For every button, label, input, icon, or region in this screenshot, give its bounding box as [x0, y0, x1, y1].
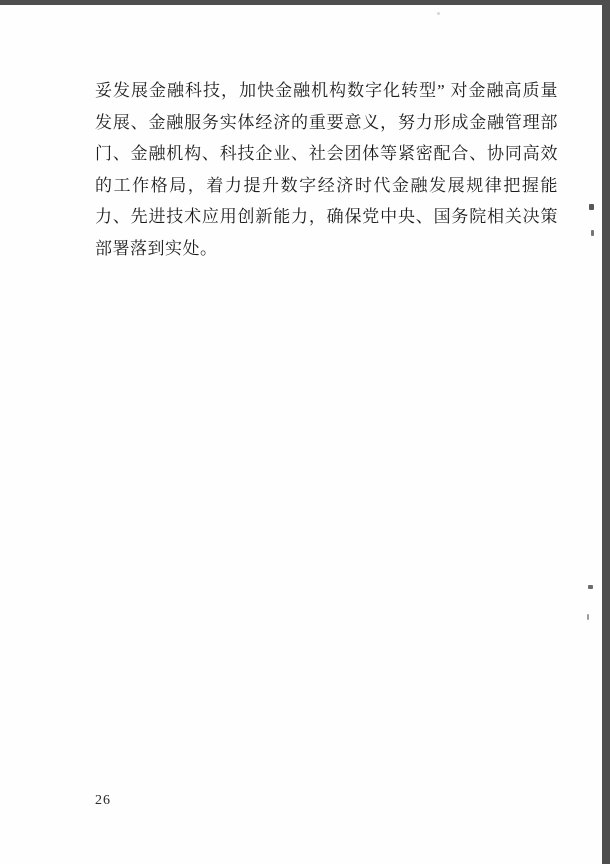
scan-speck [589, 204, 594, 210]
scan-speck [591, 230, 594, 236]
scan-speck [587, 614, 589, 620]
text-line-6: 部署落到实处。 [95, 238, 218, 258]
scan-edge-top [0, 0, 610, 5]
text-line-5: 力、先进技术应用创新能力，确保党中央、国务院相关决策 [95, 207, 558, 226]
text-line-3: 门、金融机构、科技企业、社会团体等紧密配合、协同高效 [95, 144, 558, 163]
scan-edge-right [602, 0, 610, 864]
page-number: 26 [95, 793, 111, 808]
scan-speck [588, 585, 593, 589]
text-line-4: 的工作格局，着力提升数字经济时代金融发展规律把握能 [95, 175, 558, 195]
scan-speck [437, 12, 440, 15]
text-line-2: 发展、金融服务实体经济的重要意义，努力形成金融管理部 [95, 112, 558, 132]
text-line-1: 妥发展金融科技，加快金融机构数字化转型” 对金融高质量 [95, 81, 558, 100]
paragraph [95, 75, 558, 264]
